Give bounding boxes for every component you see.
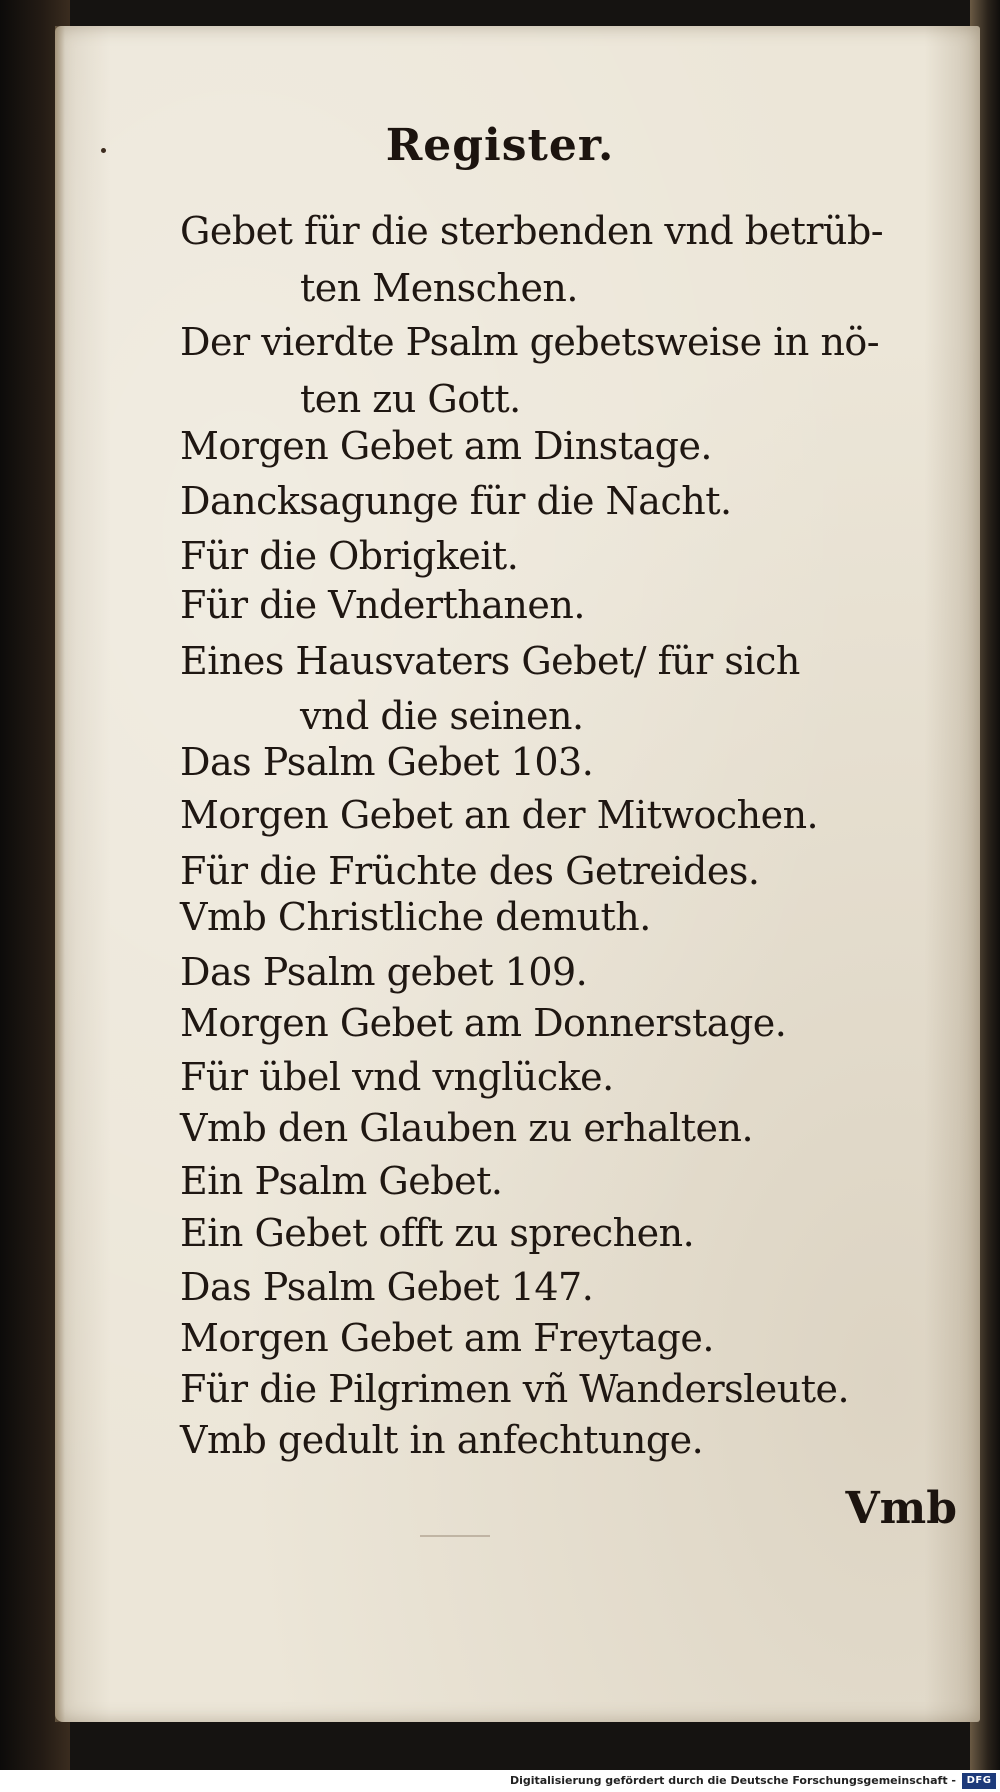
register-entry: Vmb gedult in anfechtunge.: [180, 1418, 704, 1462]
register-entry: Vmb Christliche demuth.: [180, 895, 651, 939]
catchword: Vmb: [845, 1483, 957, 1534]
register-entry: Morgen Gebet am Dinstage.: [180, 424, 713, 468]
paper-smudge: [420, 1535, 490, 1537]
register-entry: Das Psalm gebet 109.: [180, 950, 588, 994]
register-entry: Gebet für die sterbenden vnd betrüb-: [180, 209, 884, 253]
register-entry: ten zu Gott.: [300, 377, 521, 421]
register-entry: ten Menschen.: [300, 266, 578, 310]
register-entry: Für die Früchte des Getreides.: [180, 849, 760, 893]
register-entry: Das Psalm Gebet 147.: [180, 1265, 594, 1309]
register-entry: Vmb den Glauben zu erhalten.: [180, 1106, 754, 1150]
page-edge-shadow: [55, 26, 65, 1722]
register-entry: Dancksagunge für die Nacht.: [180, 479, 732, 523]
page-heading: Register.: [385, 120, 615, 171]
register-entry: Morgen Gebet am Freytage.: [180, 1316, 714, 1360]
register-entry: Ein Psalm Gebet.: [180, 1159, 503, 1203]
register-entry: Ein Gebet offt zu sprechen.: [180, 1211, 695, 1255]
digitization-credit: Digitalisierung gefördert durch die Deutsche Forschungsgemeinschaft -: [509, 1774, 956, 1787]
register-entry: Für übel vnd vnglücke.: [180, 1055, 614, 1099]
register-entry: Das Psalm Gebet 103.: [180, 740, 594, 784]
register-entry: Morgen Gebet an der Mitwochen.: [180, 793, 819, 837]
register-entry: Für die Vnderthanen.: [180, 583, 585, 627]
register-entry: Der vierdte Psalm gebetsweise in nö-: [180, 320, 880, 364]
dfg-logo: DFG: [962, 1773, 996, 1789]
register-entry: Morgen Gebet am Donnerstage.: [180, 1001, 787, 1045]
register-entry: Für die Pilgrimen vñ Wandersleute.: [180, 1367, 850, 1411]
register-entry: Für die Obrigkeit.: [180, 534, 519, 578]
register-entry: vnd die seinen.: [300, 694, 584, 738]
register-entry: Eines Hausvaters Gebet/ für sich: [180, 639, 800, 683]
